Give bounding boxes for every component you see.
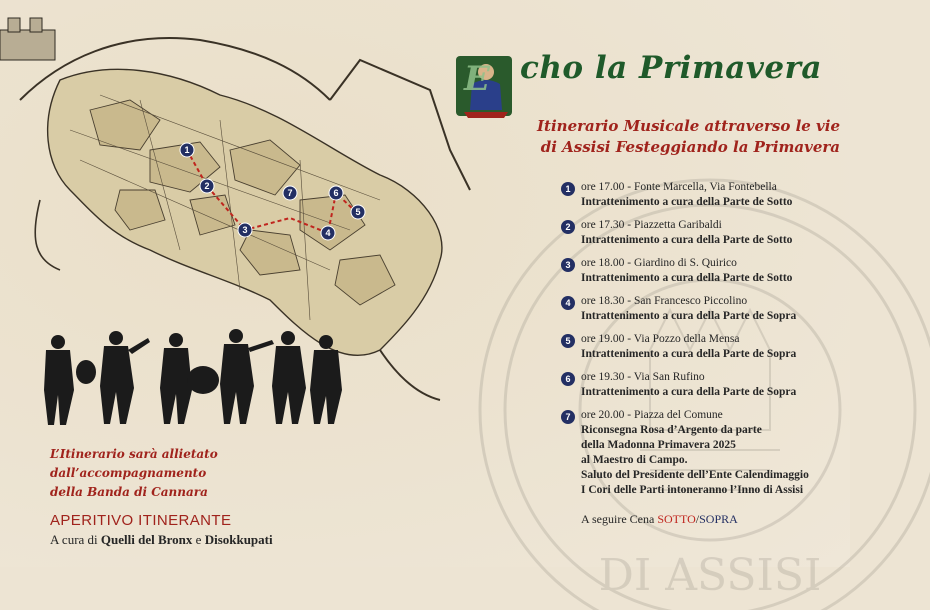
banda-line-2: della Banda di Cannara: [50, 485, 208, 499]
stop-number-badge: 6: [561, 372, 575, 386]
svg-text:7: 7: [287, 188, 293, 198]
itinerary-stop: [561, 256, 846, 286]
banda-note: [50, 445, 350, 502]
itinerary-stop: [561, 332, 846, 362]
stop-time-place: ore 20.00 - Piazza del Comune: [581, 409, 723, 421]
map-marker-6: [329, 186, 343, 200]
stop-number-badge: 3: [561, 258, 575, 272]
itinerary-stop: [561, 370, 846, 400]
cena-prefix: A seguire Cena: [581, 512, 658, 526]
drop-cap-letter: E: [464, 59, 490, 99]
stop-time-place: ore 19.30 - Via San Rufino: [581, 371, 705, 383]
cena-sotto: SOTTO: [657, 512, 696, 526]
aperitivo-title: APERITIVO ITINERANTE: [50, 512, 232, 529]
map-marker-7: [283, 186, 297, 200]
stop-number-badge: 2: [561, 220, 575, 234]
seal-text: DI ASSISI: [598, 550, 822, 601]
map-marker-4: [321, 226, 335, 240]
stop-time-place: ore 18.30 - San Francesco Piccolino: [581, 295, 748, 307]
subtitle-line-1: Itinerario Musicale attraverso le vie: [537, 117, 840, 135]
map-marker-1: [180, 143, 194, 157]
map-marker-2: [200, 179, 214, 193]
stop-note: Intrattenimento a cura della Parte de Sotto: [581, 272, 793, 284]
final-stop-line: al Maestro di Campo.: [581, 454, 688, 466]
stop-note: Intrattenimento a cura della Parte de Sotto: [581, 196, 793, 208]
drop-cap-illustration: [452, 50, 516, 120]
stop-time-place: ore 17.00 - Fonte Marcella, Via Fontebella: [581, 181, 777, 193]
stop-time-place: ore 17.30 - Piazzetta Garibaldi: [581, 219, 722, 231]
final-stop-line: Riconsegna Rosa d’Argento da parte: [581, 424, 762, 436]
itinerary-list: [561, 180, 846, 506]
final-stop-line: I Cori delle Parti intoneranno l’Inno di Assisi: [581, 484, 804, 496]
aperitivo-prefix: A cura di: [50, 532, 101, 547]
svg-text:1: 1: [184, 145, 190, 155]
stop-note: Intrattenimento a cura della Parte de Sopra: [581, 386, 797, 398]
banda-line-1: L’Itinerario sarà allietato dall’accompagnamento: [50, 447, 218, 480]
svg-text:6: 6: [333, 188, 339, 198]
final-stop-line: della Madonna Primavera 2025: [581, 439, 736, 451]
final-stop-line: Saluto del Presidente dell’Ente Calendimaggio: [581, 469, 809, 481]
itinerary-stop-final: [561, 408, 846, 498]
itinerary-stop: [561, 294, 846, 324]
stop-number-badge: 5: [561, 334, 575, 348]
stop-note: Intrattenimento a cura della Parte de Sopra: [581, 310, 797, 322]
page-title: cho la Primavera: [520, 50, 823, 86]
cena-sopra: SOPRA: [699, 512, 738, 526]
svg-text:5: 5: [355, 207, 361, 217]
subtitle: [500, 116, 840, 158]
cena-separator: /: [695, 512, 700, 526]
musicians-illustration: [28, 320, 348, 430]
stop-time-place: ore 19.00 - Via Pozzo della Mensa: [581, 333, 740, 345]
svg-text:2: 2: [204, 181, 210, 191]
stop-number-badge: 4: [561, 296, 575, 310]
stop-number-badge: 7: [561, 410, 575, 424]
aperitivo-and: e: [192, 532, 205, 547]
aperitivo-group-1: Quelli del Bronx: [100, 532, 193, 547]
stop-number-badge: 1: [561, 182, 575, 196]
aperitivo-subtitle: [50, 532, 273, 548]
itinerary-stop: [561, 218, 846, 248]
stop-time-place: ore 18.00 - Giardino di S. Quirico: [581, 257, 737, 269]
stop-note: Intrattenimento a cura della Parte de Sotto: [581, 234, 793, 246]
svg-text:3: 3: [242, 225, 248, 235]
aperitivo-group-2: Disokkupati: [204, 532, 273, 547]
map-marker-5: [351, 205, 365, 219]
cena-note: [581, 512, 738, 527]
map-marker-3: [238, 223, 252, 237]
stop-note: Intrattenimento a cura della Parte de Sopra: [581, 348, 797, 360]
itinerary-stop: [561, 180, 846, 210]
svg-text:4: 4: [325, 228, 331, 238]
subtitle-line-2: di Assisi Festeggiando la Primavera: [540, 138, 840, 156]
